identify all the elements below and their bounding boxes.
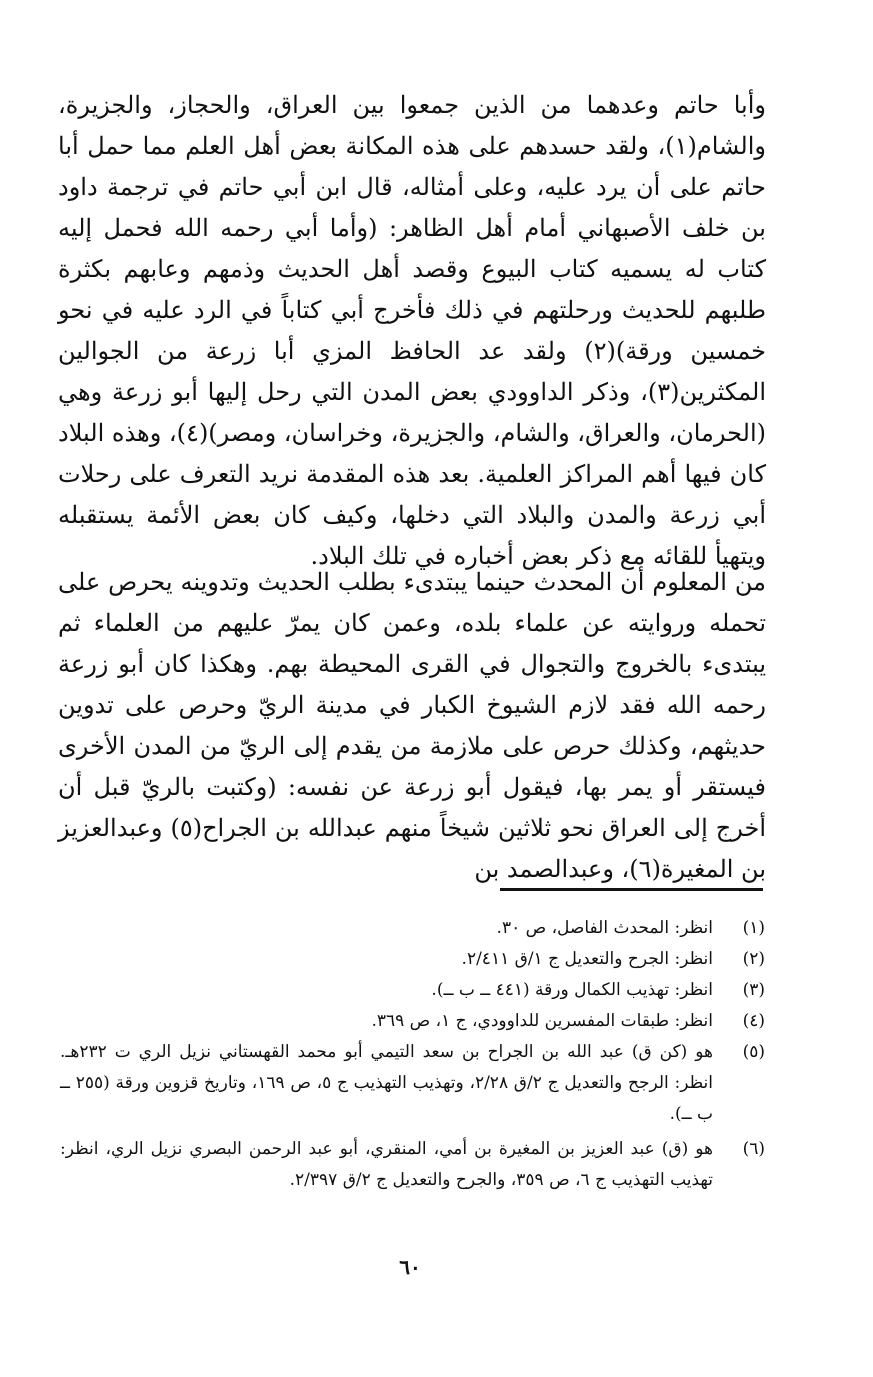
- footnote-5: [60, 1037, 765, 1130]
- paragraph-text: من المعلوم أن المحدث حينما يبتدىء بطلب الحديث وتدوينه يحرص على تحمله وروايته عن علماء بلده، وعمن كان يمرّ عليهم من العلماء ثم يبتدىء بالخروج والتجوال في القرى المحيطة بهم. وهكذا كان أبو زرعة رحمه الله فقد لازم الشيوخ الكبار في مدينة الريّ وحرص على تدوين حديثهم، وكذلك حرص على ملازمة من يقدم إلى الريّ من المدن الأخرى فيستقر أو يمر بها، فيقول أبو زرعة عن نفسه: (وكتبت بالريّ قبل أن أخرج إلى العراق نحو ثلاثين شيخاً منهم عبدالله بن الجراح(٥) وعبدالعزيز بن المغيرة(٦)، وعبدالصمد بن: [58, 568, 766, 883]
- footnote-number: (٥): [742, 1042, 765, 1062]
- paragraph-text: وأبا حاتم وعدهما من الذين جمعوا بين العراق، والحجاز، والجزيرة، والشام(١)، ولقد حسدهم على هذه المكانة بعض أهل العلم مما حمل أبا حاتم على أن يرد عليه، وعلى أمثاله، قال ابن أبي حاتم في ترجمة داود بن خلف الأصبهاني أمام أهل الظاهر: (وأما أبي رحمه الله فحمل إليه كتاب له يسميه كتاب البيوع وقصد أهل الحديث وذمهم وعابهم بكثرة طلبهم للحديث ورحلتهم في ذلك فأخرج أبي كتاباً في الرد عليه في نحو خمسين ورقة)(٢) ولقد عد الحافظ المزي أبا زرعة من الجوالين المكثرين(٣)، وذكر الداوودي بعض المدن التي رحل إليها أبو زرعة وهي (الحرمان، والعراق، والشام، والجزيرة، وخراسان، ومصر)(٤)، وهذه البلاد كان فيها أهم المراكز العلمية. بعد هذه المقدمة نريد التعرف على رحلات أبي زرعة والمدن والبلاد التي دخلها، وكيف كان بعض الأئمة يستقبله ويتهيأ للقائه مع ذكر بعض أخباره في تلك البلاد.: [58, 91, 767, 570]
- body-paragraph-1: [58, 85, 766, 577]
- page-number: ٦٠: [399, 1255, 421, 1279]
- footnote-6: [60, 1134, 765, 1196]
- footnote-text: هو (ق) عبد العزيز بن المغيرة بن أمي، المنقري، أبو عبد الرحمن البصري نزيل الري، انظر: تهذيب التهذيب ج ٦، ص ٣٥٩، والجرح والتعديل ج ٢/ق ٢/٣٩٧.: [60, 1139, 713, 1190]
- footnote-text: انظر: المحدث الفاصل، ص ٣٠.: [496, 918, 713, 938]
- footnote-number: (٦): [742, 1139, 765, 1159]
- footnote-3: [60, 975, 765, 1006]
- footnote-text: هو (كن ق) عبد الله بن الجراح بن سعد التيمي أبو محمد القهستاني نزيل الري ت ٢٣٢هـ. انظر: الرجح والتعديل ج ٢/ق ٢/٢٨، وتهذيب التهذيب ج ٥، ص ١٦٩، وتاريخ قزوين ورقة (٢٥٥ ــ ب ــ).: [60, 1042, 713, 1124]
- footnote-text: انظر: تهذيب الكمال ورقة (٤٤١ ــ ب ــ).: [431, 980, 713, 1000]
- footnote-number: (٣): [742, 980, 765, 1000]
- footnote-1: [60, 913, 765, 944]
- footnote-2: [60, 944, 765, 975]
- footnote-number: (٤): [742, 1011, 765, 1031]
- footnote-text: انظر: طبقات المفسرين للداوودي، ج ١، ص ٣٦٩.: [371, 1011, 713, 1031]
- footnote-4: [60, 1006, 765, 1037]
- footnote-number: (١): [742, 918, 765, 938]
- footnotes: [60, 913, 765, 1196]
- body-paragraph-2: [58, 562, 766, 890]
- footnote-number: (٢): [742, 949, 765, 969]
- footnote-separator: [500, 888, 763, 891]
- footnote-text: انظر: الجرح والتعديل ج ١/ق ٢/٤١١.: [461, 949, 713, 969]
